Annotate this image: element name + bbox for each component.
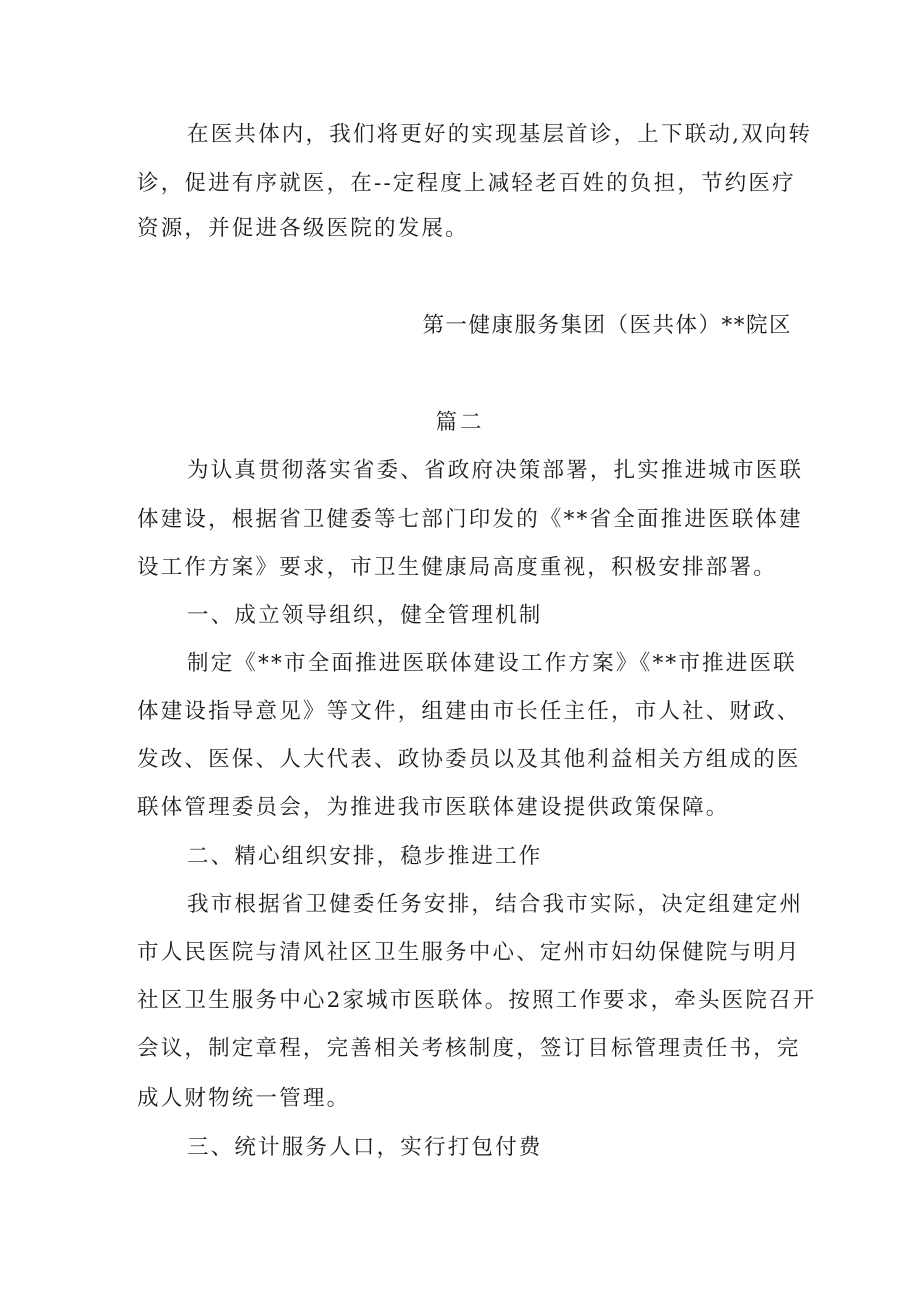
paragraph-2-line-1: 为认真贯彻落实省委、省政府决策部署，扎实推进城市医联 bbox=[187, 458, 804, 483]
paragraph-3-line-1: 制定《**市全面推进医联体建设工作方案》《**市推进医联 bbox=[187, 651, 797, 676]
paragraph-2-line-3: 设工作方案》要求，市卫生健康局高度重视，积极安排部署。 bbox=[137, 555, 777, 580]
paragraph-1-line-3: 资源，并促进各级医院的发展。 bbox=[137, 216, 469, 241]
paragraph-1-line-2: 诊，促进有序就医，在--定程度上减轻老百姓的负担，节约医疗 bbox=[137, 171, 796, 196]
paragraph-4-line-4: 会议，制定章程，完善相关考核制度，签订目标管理责任书，完 bbox=[137, 1036, 801, 1061]
section-title: 篇二 bbox=[435, 410, 485, 435]
paragraph-4-line-3: 社区卫生服务中心2家城市医联体。按照工作要求，牵头医院召开 bbox=[137, 988, 817, 1013]
heading-2: 二、精心组织安排，稳步推进工作 bbox=[187, 844, 543, 869]
paragraph-3-line-3: 发改、医保、人大代表、政协委员以及其他利益相关方组成的医 bbox=[137, 747, 801, 772]
signature: 第一健康服务集团（医共体）**院区 bbox=[422, 313, 792, 338]
paragraph-2-line-2: 体建设，根据省卫健委等七部门印发的《**省全面推进医联体建 bbox=[137, 507, 803, 532]
paragraph-4-line-1: 我市根据省卫健委任务安排，结合我市实际，决定组建定州 bbox=[187, 892, 804, 917]
paragraph-4-line-5: 成人财物统一管理。 bbox=[137, 1086, 351, 1111]
paragraph-3-line-2: 体建设指导意见》等文件，组建由市长任主任，市人社、财政、 bbox=[137, 699, 801, 724]
paragraph-1-line-1: 在医共体内，我们将更好的实现基层首诊，上下联动,双向转 bbox=[187, 122, 813, 147]
paragraph-3-line-4: 联体管理委员会，为推进我市医联体建设提供政策保障。 bbox=[137, 795, 730, 820]
heading-3: 三、统计服务人口，实行打包付费 bbox=[187, 1135, 543, 1160]
heading-1: 一、成立领导组织，健全管理机制 bbox=[187, 603, 543, 628]
paragraph-4-line-2: 市人民医院与清风社区卫生服务中心、定州市妇幼保健院与明月 bbox=[137, 940, 801, 965]
